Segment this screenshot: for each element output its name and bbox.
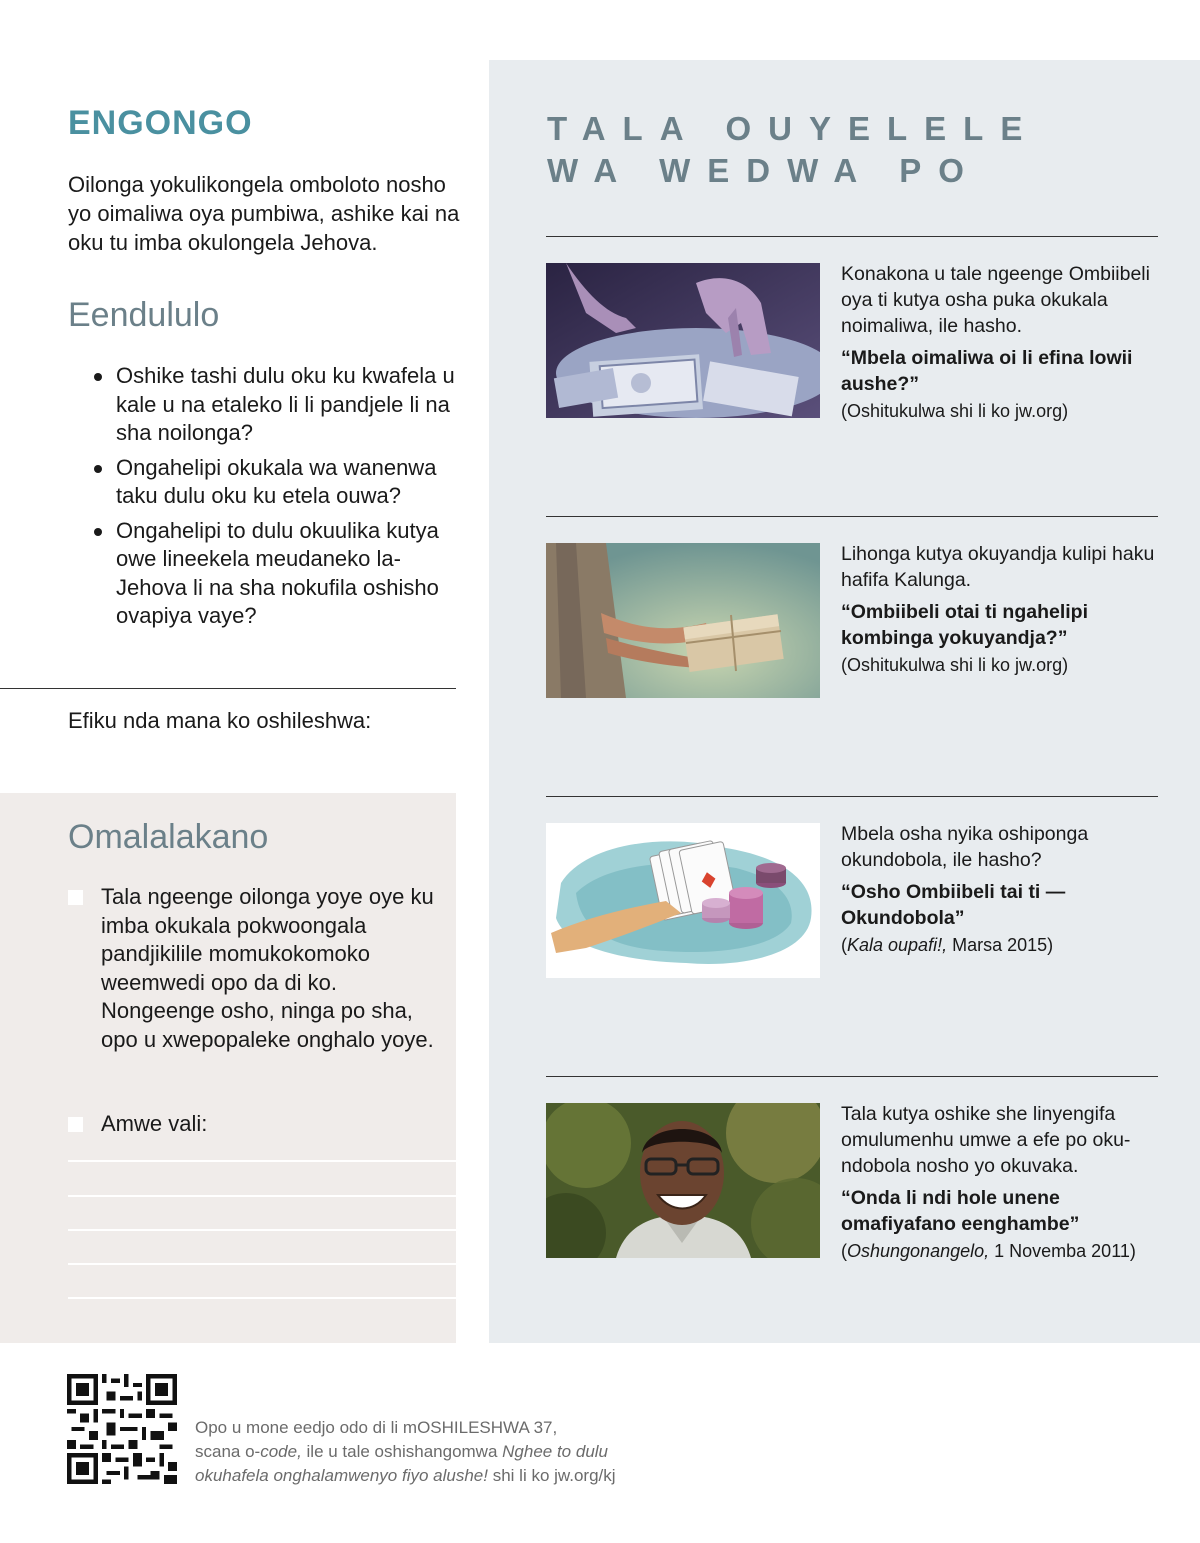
resource-title[interactable]: “Ombiibeli otai ti ngahelipi kombinga yokuyandja?” — [841, 601, 1089, 649]
bullet-icon — [94, 528, 102, 536]
resource-description: Konakona u tale ngeenge Ombiibeli oya ti kutya osha puka okukala noimaliwa, ile hasho. — [841, 263, 1150, 337]
list-item: Ongahelipi okukala wa wanenwa taku dulu oku ku etela ouwa? — [94, 454, 459, 511]
bullet-icon — [94, 373, 102, 381]
checkbox[interactable] — [68, 1117, 83, 1132]
resource-text — [841, 541, 1159, 677]
writing-line[interactable] — [68, 1229, 456, 1231]
resource-title[interactable]: “Mbela oimaliwa oi li efina lowii aushe?” — [841, 347, 1133, 395]
qr-code-icon[interactable] — [67, 1374, 177, 1484]
gift-package-image — [546, 543, 820, 698]
resource-text — [841, 821, 1159, 957]
smiling-man-image — [546, 1103, 820, 1258]
writing-line[interactable] — [68, 1195, 456, 1197]
divider — [0, 688, 456, 689]
footer-note: Opo u mone eedjo odo di li mOSHILESHWA 37, scana o-code, ile u tale oshishangomwa Nghee to dulu okuhafela onghalamwenyo fiyo alushe! shi li ko jw.org/kj — [195, 1418, 616, 1485]
resource-description: Mbela osha nyika oshiponga okundobola, ile hasho? — [841, 823, 1089, 871]
resource-source: (Oshitukulwa shi li ko jw.org) — [841, 655, 1069, 675]
resource-source: (Kala oupafi!, Marsa 2015) — [841, 935, 1054, 955]
goal-item: Tala ngeenge oilonga yoye oye ku imba okukala pokwoongala pandjikilile momukokomoko weemwedi opo da di ko. Nongeenge osho, ninga po sha, opo u xwepopaleke onghalo yoye. — [68, 883, 438, 1054]
writing-line[interactable] — [68, 1160, 456, 1162]
list-item: Ongahelipi to dulu okuulika kutya owe lineekela meudaneko laJehova li na sha nokufila oshisho ovapiya vaye? — [94, 517, 459, 631]
resource-title[interactable]: “Onda li ndi hole unene omafiyafano eenghambe” — [841, 1187, 1080, 1235]
goal-item-other: Amwe vali: — [68, 1110, 438, 1139]
page-title: ENGONGO — [68, 104, 253, 142]
intro-text: Oilonga yokulikongela omboloto nosho yo oimaliwa oya pumbiwa, ashike kai na oku tu imba okulongela Jehova. — [68, 172, 460, 255]
goals-heading: Omalalakano — [68, 818, 269, 856]
further-reading-title: TALA OUYELELE WA WEDWA PO — [547, 110, 1040, 189]
resource-item — [546, 1103, 1158, 1263]
resource-description: Tala kutya oshike she linyengifa omulumenhu umwe a efe po okundobola nosho yo okuvaka. — [841, 1103, 1131, 1177]
goals-box — [0, 793, 456, 1343]
resource-description: Lihonga kutya okuyandja kulipi haku hafifa Kalunga. — [841, 543, 1155, 591]
playing-cards-image — [546, 823, 820, 978]
divider — [546, 796, 1158, 797]
money-hands-image — [546, 263, 820, 418]
bullet-icon — [94, 465, 102, 473]
writing-line[interactable] — [68, 1297, 456, 1299]
checkbox[interactable] — [68, 890, 83, 905]
completion-date-label: Efiku nda mana ko oshileshwa: — [68, 708, 372, 733]
questions-heading: Eendululo — [68, 296, 220, 334]
resource-item — [546, 823, 1158, 983]
resource-text — [841, 1101, 1159, 1263]
questions-list — [94, 362, 459, 637]
list-item: Oshike tashi dulu oku ku kwafela u kale u na etaleko li li pandjele li na sha noilonga? — [94, 362, 459, 448]
divider — [546, 516, 1158, 517]
resource-title[interactable]: “Osho Ombiibeli tai ti — Okundobola” — [841, 881, 1066, 929]
resource-item — [546, 543, 1158, 703]
divider — [546, 1076, 1158, 1077]
divider — [546, 236, 1158, 237]
resource-source: (Oshitukulwa shi li ko jw.org) — [841, 401, 1069, 421]
resource-text — [841, 261, 1159, 423]
resource-item — [546, 263, 1158, 423]
resource-source: (Oshungonangelo, 1 Novemba 2011) — [841, 1241, 1136, 1261]
writing-line[interactable] — [68, 1263, 456, 1265]
